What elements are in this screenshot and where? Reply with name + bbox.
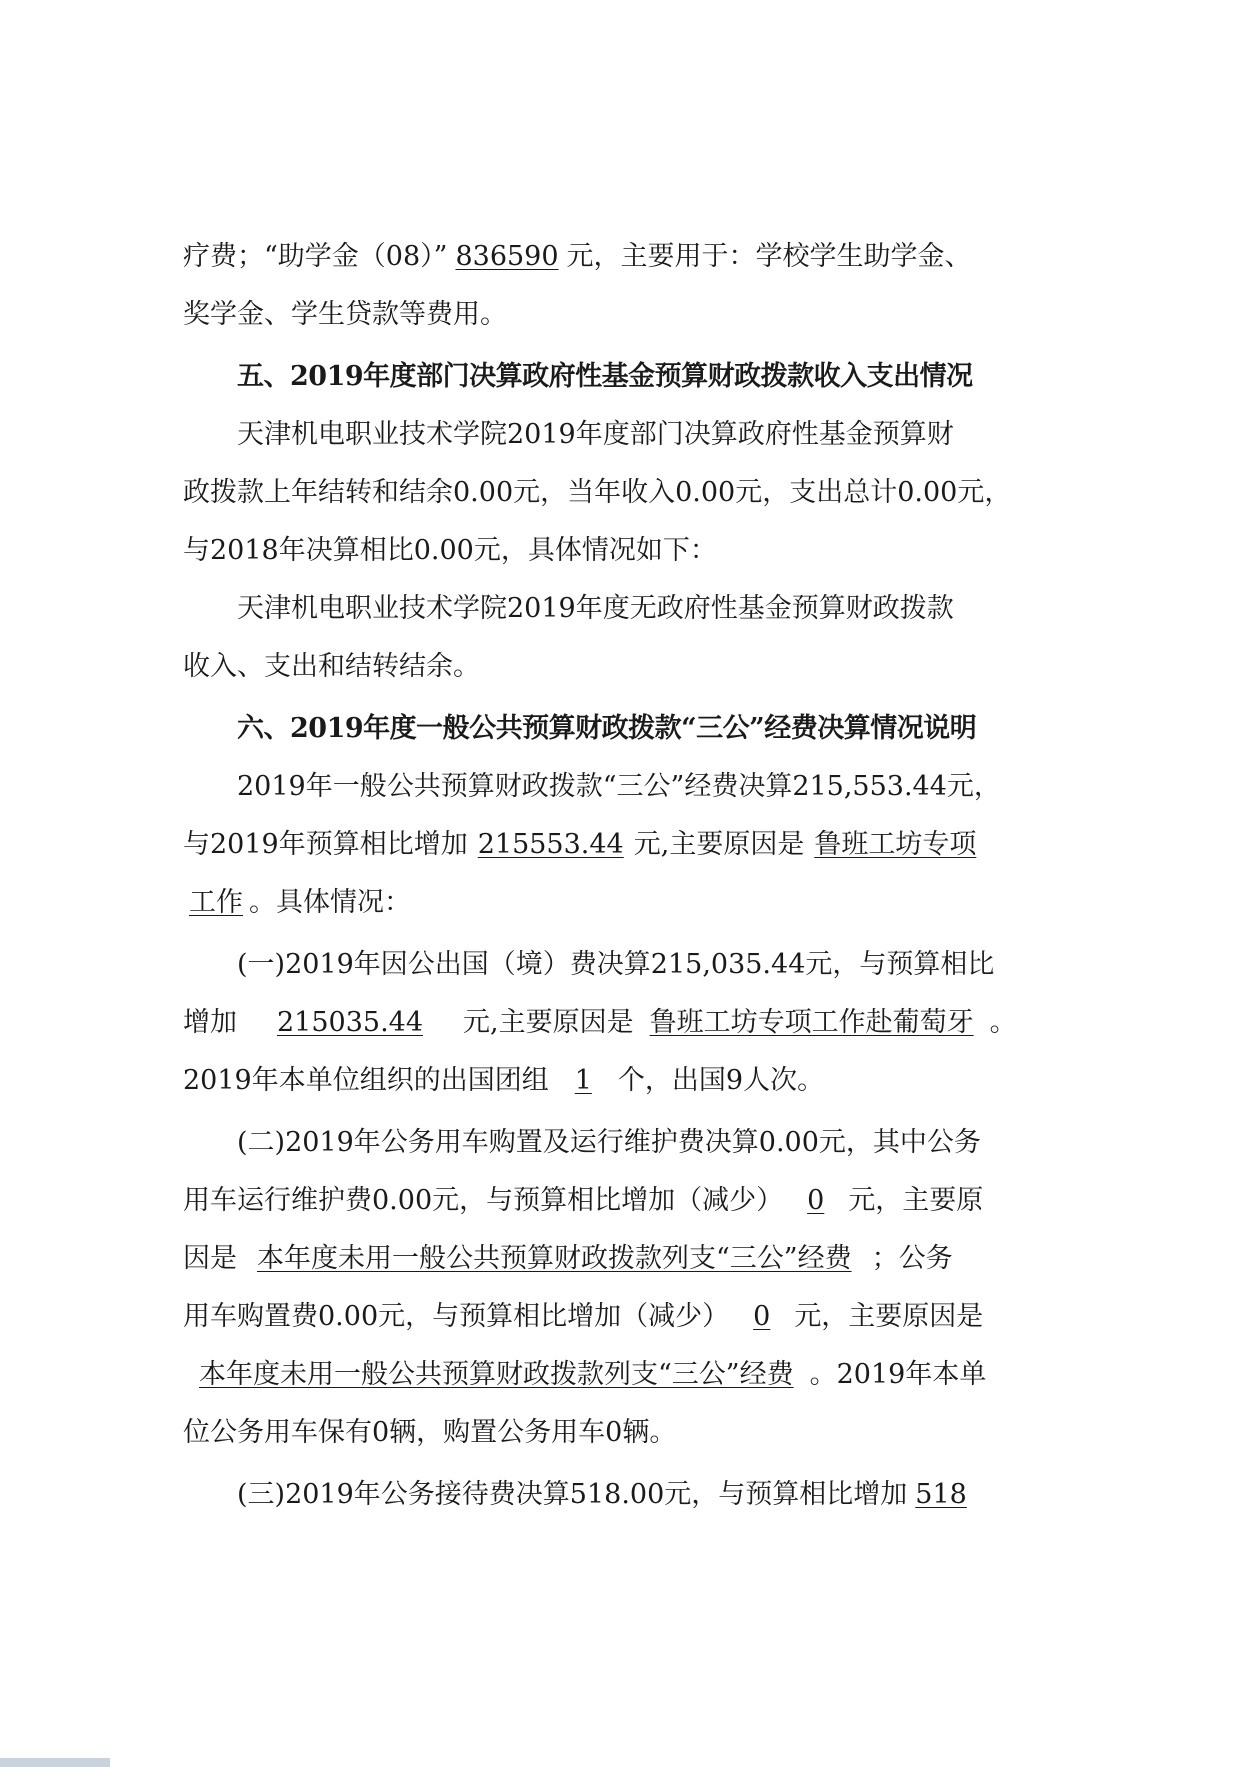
text-run: 元,主要原因是: [633, 829, 805, 860]
text-run: 元，主要用于：学校学生助学金、: [566, 241, 972, 272]
underlined-fill-value: 1: [574, 1065, 592, 1096]
text-run: 与2019年预算相比增加: [183, 829, 468, 860]
underlined-fill-value: 215035.44: [277, 1007, 424, 1038]
text-run: 与2018年决算相比0.00元，具体情况如下：: [183, 535, 717, 566]
document-body: [183, 228, 1065, 1524]
text-line: [183, 522, 1065, 580]
text-run: 六、2019年度一般公共预算财政拨款“三公”经费决算情况说明: [237, 713, 977, 744]
text-run: 用车购置费0.00元，与预算相比增加（减少）: [183, 1301, 730, 1332]
text-run: 五、2019年度部门决算政府性基金预算财政拨款收入支出情况: [237, 361, 973, 392]
text-run: 天津机电职业技术学院2019年度部门决算政府性基金预算财: [237, 419, 954, 450]
text-run: 元，主要原因是: [794, 1301, 984, 1332]
text-run: 位公务用车保有0辆，购置公务用车0辆。: [183, 1417, 677, 1448]
text-run: 天津机电职业技术学院2019年度无政府性基金预算财政拨款: [237, 593, 954, 624]
text-run: 收入、支出和结转结余。: [183, 651, 480, 682]
text-run: 奖学金、学生贷款等费用。: [183, 299, 507, 330]
text-line: [183, 1052, 1065, 1110]
text-run: 政拨款上年结转和结余0.00元，当年收入0.00元，支出总计0.00元，: [183, 477, 1012, 508]
underlined-fill-value: 本年度未用一般公共预算财政拨款列支“三公”经费: [199, 1359, 794, 1390]
text-line: [183, 638, 1065, 696]
text-line: [183, 1230, 1065, 1288]
text-line: [183, 758, 1065, 816]
text-line: [183, 994, 1065, 1052]
text-run: (三)2019年公务接待费决算518.00元，与预算相比增加: [237, 1479, 908, 1510]
section-heading: [183, 348, 1065, 406]
text-line: [183, 580, 1065, 638]
underlined-fill-value: 0: [807, 1185, 825, 1216]
text-run: 用车运行维护费0.00元，与预算相比增加（减少）: [183, 1185, 784, 1216]
text-line: [183, 1404, 1065, 1462]
text-run: 元,主要原因是: [463, 1007, 634, 1038]
text-line: [183, 1114, 1065, 1172]
text-run: 。2019年本单: [809, 1359, 987, 1390]
text-line: [183, 1172, 1065, 1230]
text-run: 2019年本单位组织的出国团组: [183, 1065, 549, 1096]
underlined-fill-value: 518: [915, 1479, 967, 1510]
text-run: 疗费；“助学金（08）”: [183, 241, 448, 272]
text-run: 元，主要原: [848, 1185, 984, 1216]
section-heading: [183, 700, 1065, 758]
scan-edge-mark: [0, 1758, 110, 1767]
underlined-fill-value: 鲁班工坊专项工作赴葡萄牙: [649, 1007, 974, 1038]
text-run: 。具体情况：: [249, 887, 411, 918]
underlined-fill-value: 215553.44: [477, 829, 624, 860]
text-line: [183, 1466, 1065, 1524]
text-line: [183, 874, 1065, 932]
text-run: 增加: [183, 1007, 237, 1038]
underlined-fill-value: 836590: [455, 241, 559, 272]
text-line: [183, 816, 1065, 874]
text-line: [183, 464, 1065, 522]
underlined-fill-value: 本年度未用一般公共预算财政拨款列支“三公”经费: [257, 1243, 852, 1274]
text-line: [183, 406, 1065, 464]
text-line: [183, 936, 1065, 994]
underlined-fill-value: 工作: [189, 887, 243, 918]
text-run: 。: [989, 1007, 1017, 1038]
text-run: 因是: [183, 1243, 237, 1274]
text-run: (一)2019年因公出国（境）费决算215,035.44元，与预算相比: [237, 949, 995, 980]
text-line: [183, 1346, 1065, 1404]
text-run: ；公务: [871, 1243, 953, 1274]
underlined-fill-value: 0: [753, 1301, 771, 1332]
text-line: [183, 1288, 1065, 1346]
text-run: (二)2019年公务用车购置及运行维护费决算0.00元，其中公务: [237, 1127, 981, 1158]
text-line: [183, 286, 1065, 344]
text-run: 2019年一般公共预算财政拨款“三公”经费决算215,553.44元，: [237, 771, 1001, 802]
text-line: [183, 228, 1065, 286]
underlined-fill-value: 鲁班工坊专项: [814, 829, 977, 860]
text-run: 个，出国9人次。: [617, 1065, 825, 1096]
